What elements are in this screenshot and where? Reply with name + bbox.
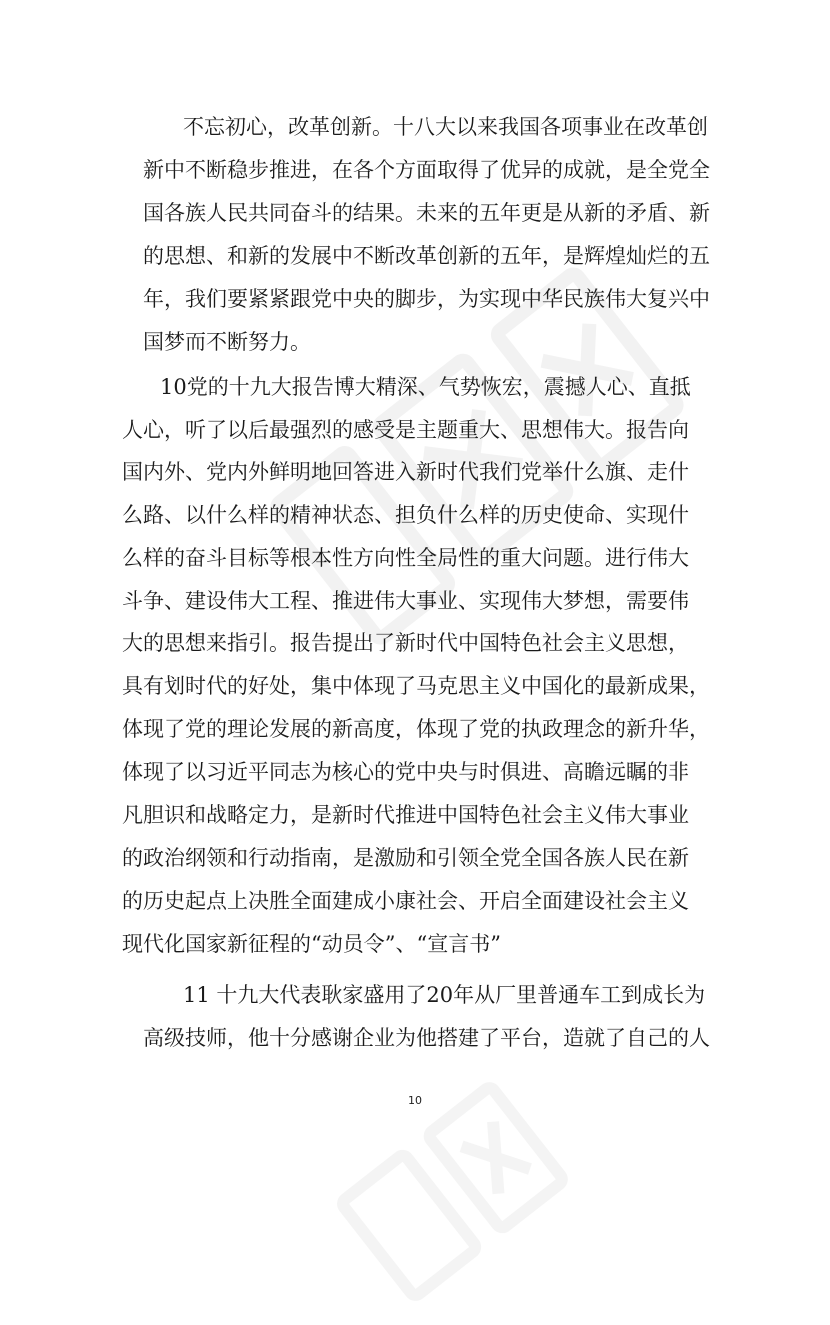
paragraph-2-line-4: 么路、以什么样的精神状态、担负什么样的历史使命、实现什 xyxy=(122,503,689,527)
paragraph-1-line-6: 国梦而不断努力。 xyxy=(143,330,311,354)
paragraph-2-line-5: 么样的奋斗目标等根本性方向性全局性的重大问题。进行伟大 xyxy=(122,546,689,570)
paragraph-1-line-2: 新中不断稳步推进，在各个方面取得了优异的成就，是全党全 xyxy=(143,158,710,182)
paragraph-2-line-12: 的政治纲领和行动指南，是激励和引领全党全国各族人民在新 xyxy=(122,846,689,870)
paragraph-2-line-14: 现代化国家新征程的“动员令”、“宣言书” xyxy=(122,932,501,956)
paragraph-1-line-1: 不忘初心，改革创新。十八大以来我国各项事业在改革创 xyxy=(183,115,708,139)
paragraph-2-line-1: 10党的十九大报告博大精深、气势恢宏，震撼人心、直抵 xyxy=(160,375,691,399)
paragraph-1-line-3: 国各族人民共同奋斗的结果。未来的五年更是从新的矛盾、新 xyxy=(143,201,710,225)
paragraph-2-line-8: 具有划时代的好处，集中体现了马克思主义中国化的最新成果， xyxy=(122,674,710,698)
paragraph-2-line-10: 体现了以习近平同志为核心的党中央与时俱进、高瞻远瞩的非 xyxy=(122,760,689,784)
paragraph-1-line-5: 年，我们要紧紧跟党中央的脚步，为实现中华民族伟大复兴中 xyxy=(143,287,710,311)
paragraph-3-line-1: 11 十九大代表耿家盛用了20年从厂里普通车工到成长为 xyxy=(183,983,706,1007)
paragraph-2-line-2: 人心，听了以后最强烈的感受是主题重大、思想伟大。报告向 xyxy=(122,418,689,442)
paragraph-1-line-4: 的思想、和新的发展中不断改革创新的五年，是辉煌灿烂的五 xyxy=(143,244,710,268)
paragraph-2-line-3: 国内外、党内外鲜明地回答进入新时代我们党举什么旗、走什 xyxy=(122,460,689,484)
paragraph-2-line-6: 斗争、建设伟大工程、推进伟大事业、实现伟大梦想，需要伟 xyxy=(122,589,689,613)
paragraph-2-line-9: 体现了党的理论发展的新高度，体现了党的执政理念的新升华， xyxy=(122,717,710,741)
paragraph-2-line-7: 大的思想来指引。报告提出了新时代中国特色社会主义思想， xyxy=(122,631,689,655)
paragraph-2-line-11: 凡胆识和战略定力，是新时代推进中国特色社会主义伟大事业 xyxy=(122,803,689,827)
watermark-logo-bottom xyxy=(313,1015,648,1325)
paragraph-2-line-13: 的历史起点上决胜全面建成小康社会、开启全面建设社会主义 xyxy=(122,889,689,913)
paragraph-3-line-2: 高级技师，他十分感谢企业为他搭建了平台，造就了自己的人 xyxy=(143,1026,710,1050)
page-number: 10 xyxy=(408,1094,422,1107)
